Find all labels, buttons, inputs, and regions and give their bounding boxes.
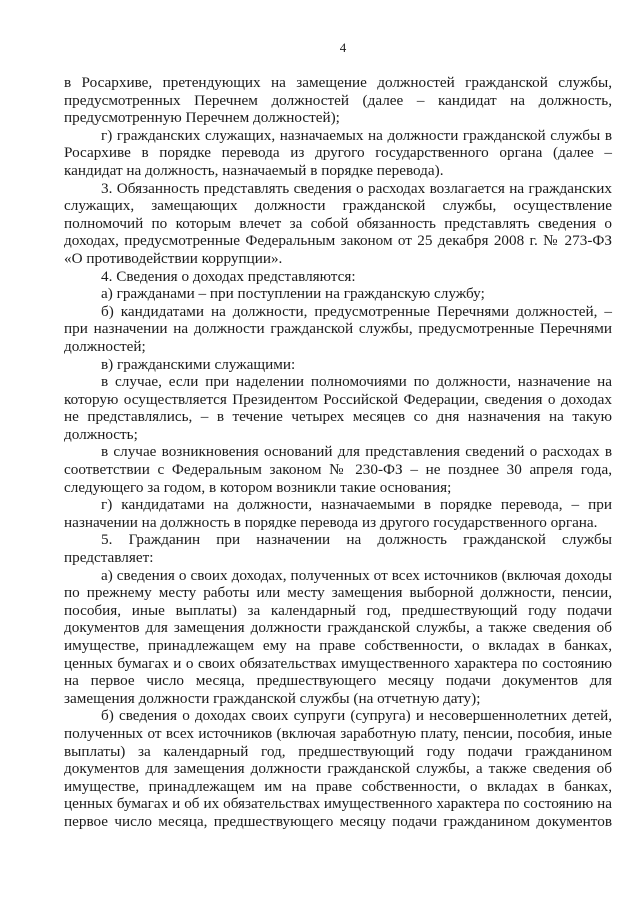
paragraph: а) гражданами – при поступлении на гражданскую службу; xyxy=(101,285,485,303)
paragraph: 3. Обязанность представлять сведения о расходах возлагается на гражданских служащих, замещающих должности гражданской службы, осуществление полномочий по которым влечет за собой обязанность представлять сведения о доходах, предусмотренные Федеральным законом от 25 декабря 2008 г. № 273-ФЗ «О противодействии коррупции». xyxy=(64,179,612,267)
paragraph: г) гражданских служащих, назначаемых на должности гражданской службы в Росархиве в порядке перевода из другого государственного органа (далее – кандидат на должность, назначаемый в порядке перевода). xyxy=(64,126,612,179)
paragraph: б) сведения о доходах своих супруги (супруга) и несовершеннолетних детей, полученных от всех источников (включая заработную плату, пенсии, пособия, иные выплаты) за календарный год, предшествующий году подачи гражданином документов для замещения должности гражданской службы, а также сведения об имуществе, принадлежащем им на праве собственности, о вкладах в банках, ценных бумагах и об их обязательствах имущественного характера по состоянию на первое число месяца, предшествующего месяцу подачи гражданином документов xyxy=(64,707,612,830)
page-number: 4 xyxy=(339,40,347,55)
paragraph: 5. Гражданин при назначении на должность гражданской службы представляет: xyxy=(64,531,612,567)
paragraph: 4. Сведения о доходах представляются: xyxy=(101,267,356,285)
document-body xyxy=(64,74,612,831)
paragraph: в случае возникновения оснований для представления сведений о расходах в соответствии с Федеральным законом № 230-ФЗ – не позднее 30 апреля года, следующего за годом, в котором возникли такие основания; xyxy=(64,443,612,496)
paragraph: в Росархиве, претендующих на замещение должностей гражданской службы, предусмотренных Перечнем должностей (далее – кандидат на должность, предусмотренную Перечнем должностей); xyxy=(64,74,612,127)
paragraph: а) сведения о своих доходах, полученных от всех источников (включая доходы по прежнему месту работы или месту замещения выборной должности, пенсии, пособия, иные выплаты) за календарный год, предшествующий году подачи документов для замещения должности гражданской службы, а также сведения об имуществе, принадлежащем ему на праве собственности, о вкладах в банках, ценных бумагах и о своих обязательствах имущественного характера по состоянию на первое число месяца, предшествующего месяцу подачи документов для замещения должности гражданской службы (на отчетную дату); xyxy=(64,566,612,707)
paragraph: б) кандидатами на должности, предусмотренные Перечнями должностей, – при назначении на должности гражданской службы, предусмотренные Перечнями должностей; xyxy=(64,302,612,355)
paragraph: г) кандидатами на должности, назначаемыми в порядке перевода, – при назначении на должность в порядке перевода из другого государственного органа. xyxy=(64,496,612,531)
paragraph: в) гражданскими служащими: xyxy=(101,355,296,373)
paragraph: в случае, если при наделении полномочиями по должности, назначение на которую осуществляется Президентом Российской Федерации, сведения о доходах не представлялись, – в течение четырех месяцев со дня назначения на такую должность; xyxy=(64,373,612,443)
